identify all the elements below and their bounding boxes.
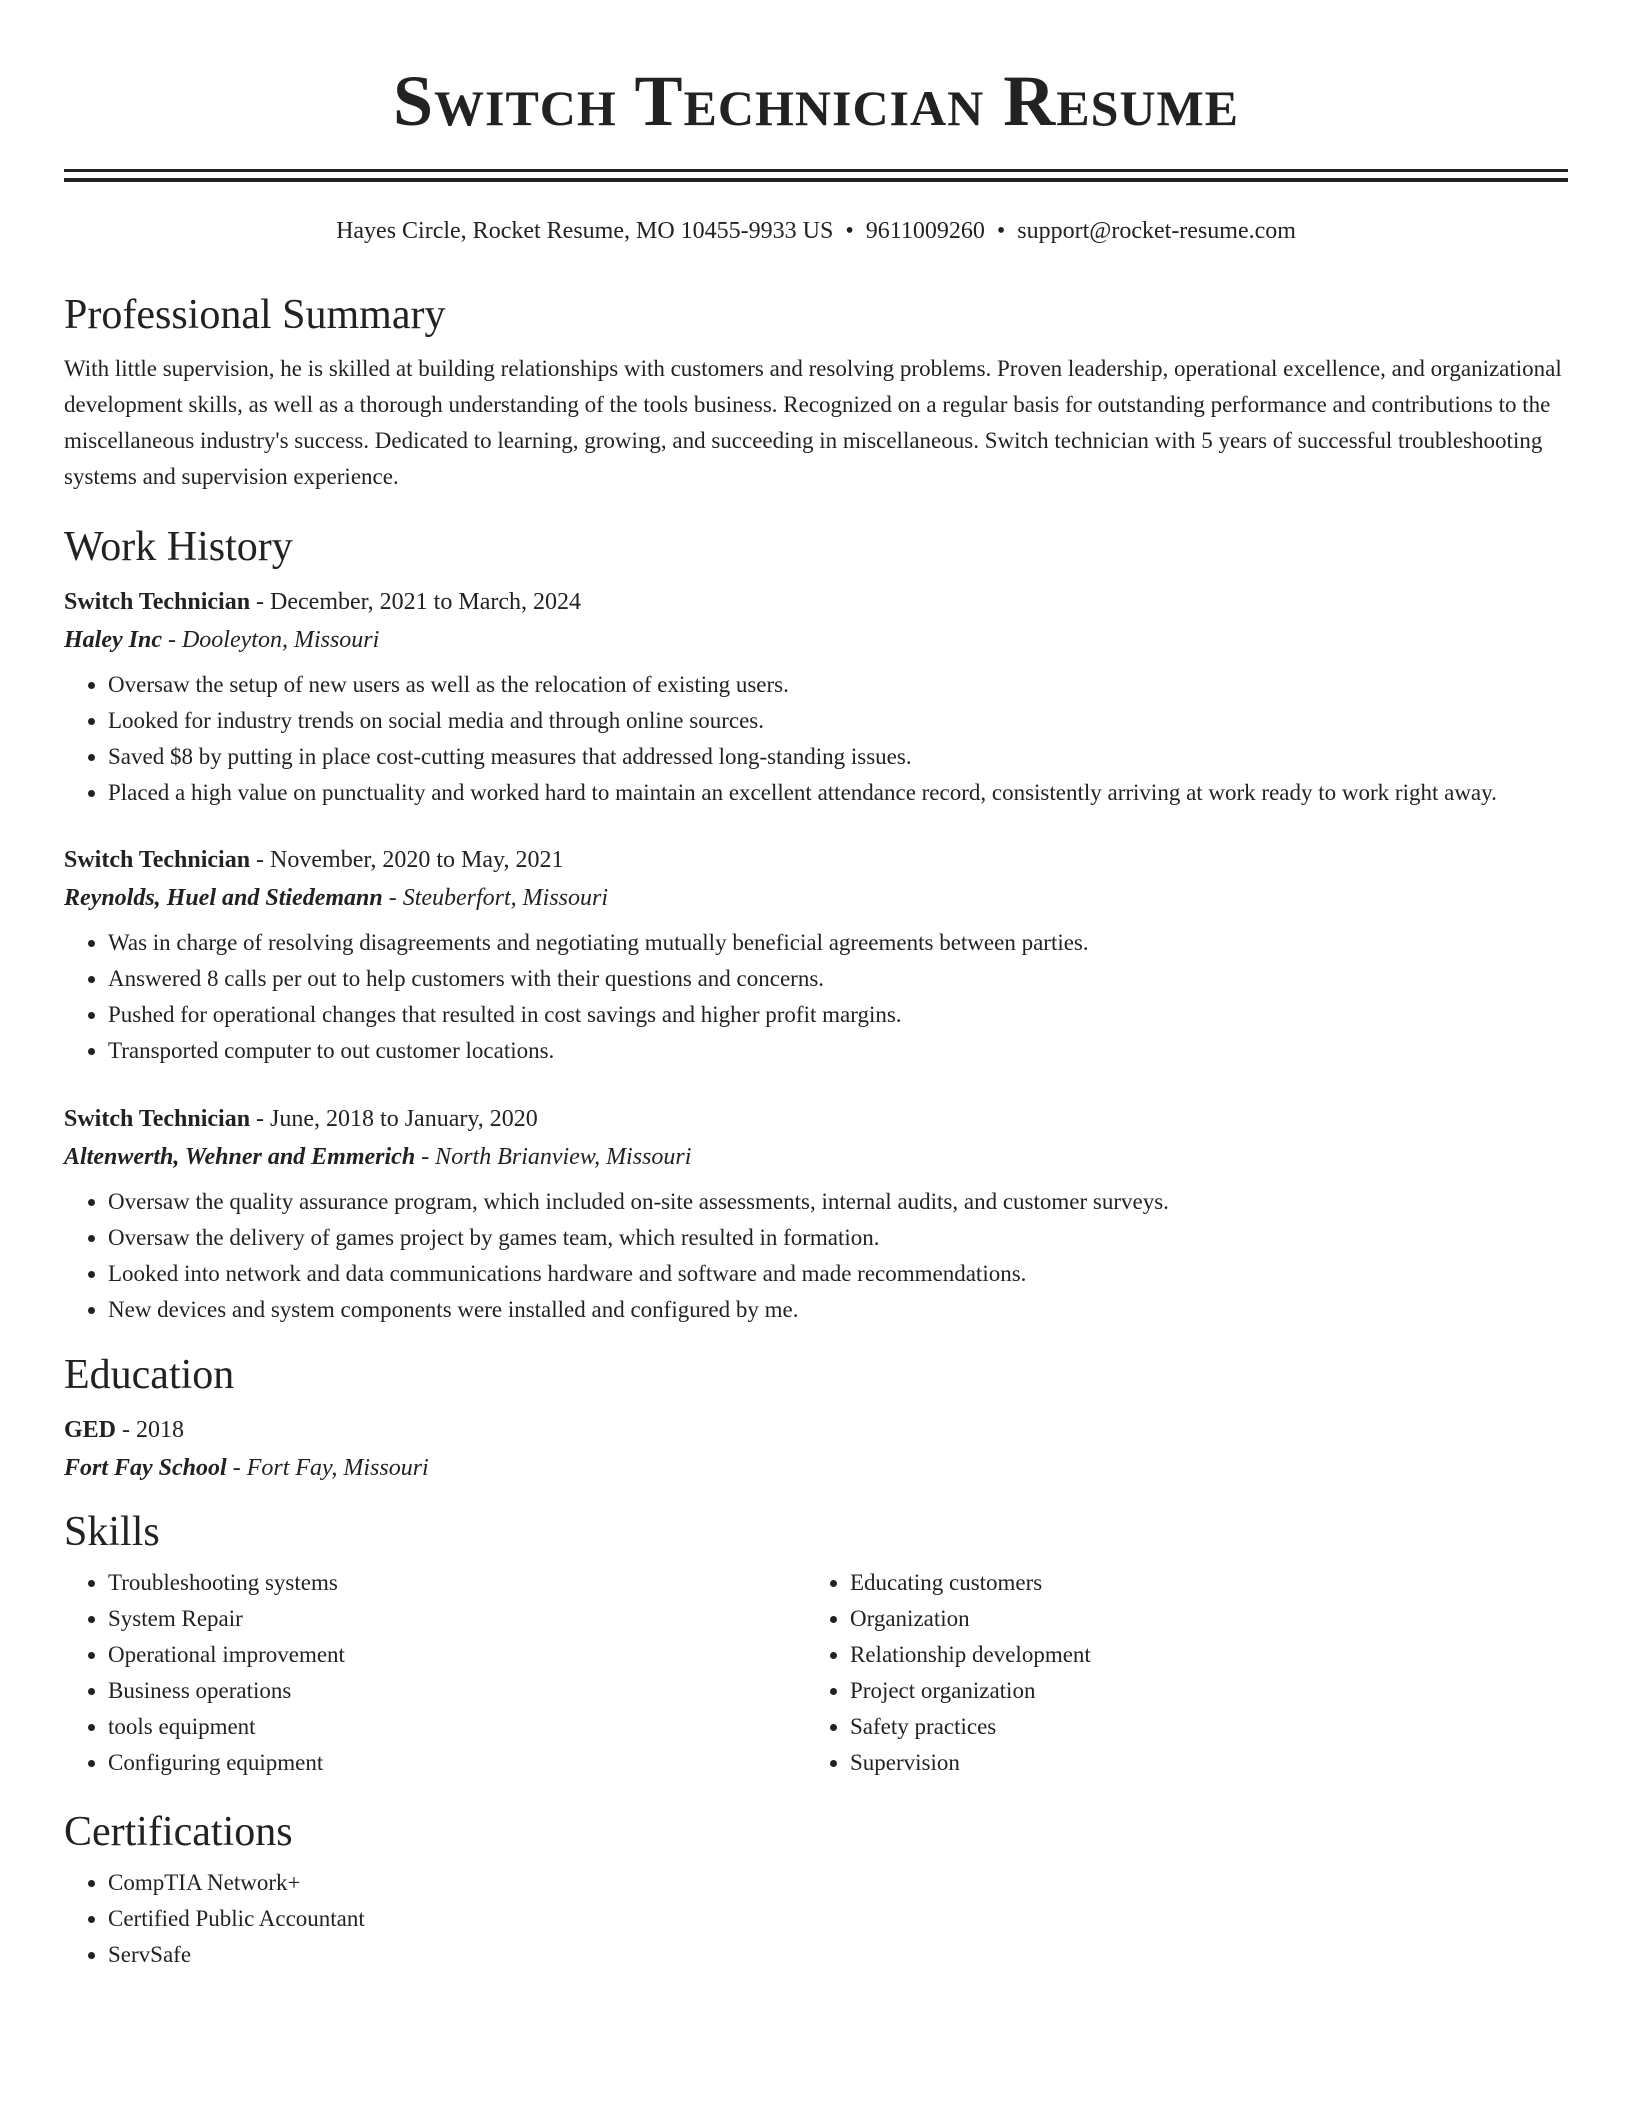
job-company-line <box>64 1142 1568 1172</box>
job-entry <box>64 845 1568 1069</box>
summary-heading: Professional Summary <box>64 292 446 338</box>
skill-item: • Troubleshooting systems <box>108 1565 806 1601</box>
list-item: • Answered 8 calls per out to help customers with their questions and concerns. <box>108 961 1568 997</box>
education-school: Fort Fay School <box>64 1455 227 1481</box>
skill-item: • Project organization <box>850 1673 1548 1709</box>
skill-item: • tools equipment <box>108 1709 806 1745</box>
skill-item: • Safety practices <box>850 1709 1548 1745</box>
list-item: • Placed a high value on punctuality and worked hard to maintain an excellent attendance record, consistently arriving at work ready to work right away. <box>108 775 1568 811</box>
contact-phone: 9611009260 <box>865 218 985 244</box>
job-title: Switch Technician <box>64 589 251 615</box>
list-item: • Looked into network and data communications hardware and software and made recommendations. <box>108 1256 1568 1292</box>
education-school-line <box>64 1453 1568 1483</box>
education-location: - Fort Fay, Missouri <box>226 1455 429 1481</box>
education-heading: Education <box>64 1352 235 1398</box>
job-title-line <box>64 1104 1568 1134</box>
certification-item: • Certified Public Accountant <box>108 1901 1568 1937</box>
job-title: Switch Technician <box>64 847 251 873</box>
education-year: - 2018 <box>116 1417 185 1443</box>
skill-item: • Configuring equipment <box>108 1745 806 1781</box>
certifications-heading: Certifications <box>64 1809 293 1855</box>
skills-columns <box>64 1565 1568 1781</box>
job-dates: - November, 2020 to May, 2021 <box>250 847 564 873</box>
education-degree: GED <box>64 1417 117 1443</box>
certifications-list <box>64 1865 1568 1973</box>
resume-page <box>64 0 1568 1973</box>
job-company-line <box>64 625 1568 655</box>
job-title-line <box>64 845 1568 875</box>
skill-item: • System Repair <box>108 1601 806 1637</box>
certification-item: • ServSafe <box>108 1937 1568 1973</box>
resume-title: Switch Technician Resume <box>392 61 1240 141</box>
skill-item: • Organization <box>850 1601 1548 1637</box>
contact-separator: • <box>996 218 1006 244</box>
skill-item: • Relationship development <box>850 1637 1548 1673</box>
skills-heading: Skills <box>64 1509 160 1555</box>
list-item: • Was in charge of resolving disagreements and negotiating mutually beneficial agreements between parties. <box>108 925 1568 961</box>
contact-separator: • <box>845 218 854 244</box>
job-duties-list <box>64 667 1568 811</box>
job-title: Switch Technician <box>64 1106 251 1132</box>
skills-list-right <box>806 1565 1548 1781</box>
skill-item: • Educating customers <box>850 1565 1548 1601</box>
title-divider <box>64 169 1568 172</box>
skills-list-left <box>64 1565 806 1781</box>
skill-item: • Operational improvement <box>108 1637 806 1673</box>
summary-text: With little supervision, he is skilled at building relationships with customers and resolving problems. Proven leadership, operational excellence, and organizational development skills, as well as a thorough understanding of the tools business. Recognized on a regular basis for outstanding performance and contributions to the miscellaneous industry's success. Dedicated to learning, growing, and succeeding in miscellaneous. Switch technician with 5 years of successful troubleshooting systems and supervision experience. <box>64 356 1562 489</box>
job-duties-list <box>64 925 1568 1069</box>
list-item: • Oversaw the quality assurance program, which included on-site assessments, internal audits, and customer surveys. <box>108 1184 1568 1220</box>
job-company-line <box>64 883 1568 913</box>
job-title-line <box>64 587 1568 617</box>
skill-item: • Business operations <box>108 1673 806 1709</box>
education-degree-line <box>64 1415 1568 1445</box>
title-divider-secondary <box>64 178 1568 182</box>
job-entry <box>64 1104 1568 1328</box>
contact-email: support@rocket-resume.com <box>1017 218 1296 244</box>
contact-line <box>64 216 1568 246</box>
list-item: • Saved $8 by putting in place cost-cutting measures that addressed long-standing issues. <box>108 739 1568 775</box>
job-dates: - December, 2021 to March, 2024 <box>250 589 581 615</box>
job-dates: - June, 2018 to January, 2020 <box>250 1106 538 1132</box>
job-location: - Steuberfort, Missouri <box>382 885 609 911</box>
job-entry <box>64 587 1568 811</box>
skill-item: • Supervision <box>850 1745 1548 1781</box>
work-history-heading: Work History <box>64 524 293 570</box>
certification-item: • CompTIA Network+ <box>108 1865 1568 1901</box>
job-duties-list <box>64 1184 1568 1328</box>
contact-address: Hayes Circle, Rocket Resume, MO 10455-9933 US <box>336 218 834 244</box>
list-item: • Looked for industry trends on social media and through online sources. <box>108 703 1568 739</box>
list-item: • New devices and system components were installed and configured by me. <box>108 1292 1568 1328</box>
job-company: Haley Inc <box>64 627 162 653</box>
list-item: • Oversaw the delivery of games project by games team, which resulted in formation. <box>108 1220 1568 1256</box>
job-location: - Dooleyton, Missouri <box>161 627 380 653</box>
list-item: • Transported computer to out customer locations. <box>108 1033 1568 1069</box>
job-location: - North Brianview, Missouri <box>415 1144 692 1170</box>
list-item: • Oversaw the setup of new users as well as the relocation of existing users. <box>108 667 1568 703</box>
job-company: Reynolds, Huel and Stiedemann <box>64 885 383 911</box>
job-company: Altenwerth, Wehner and Emmerich <box>64 1144 416 1170</box>
education-entry <box>64 1415 1568 1483</box>
list-item: • Pushed for operational changes that resulted in cost savings and higher profit margins. <box>108 997 1568 1033</box>
